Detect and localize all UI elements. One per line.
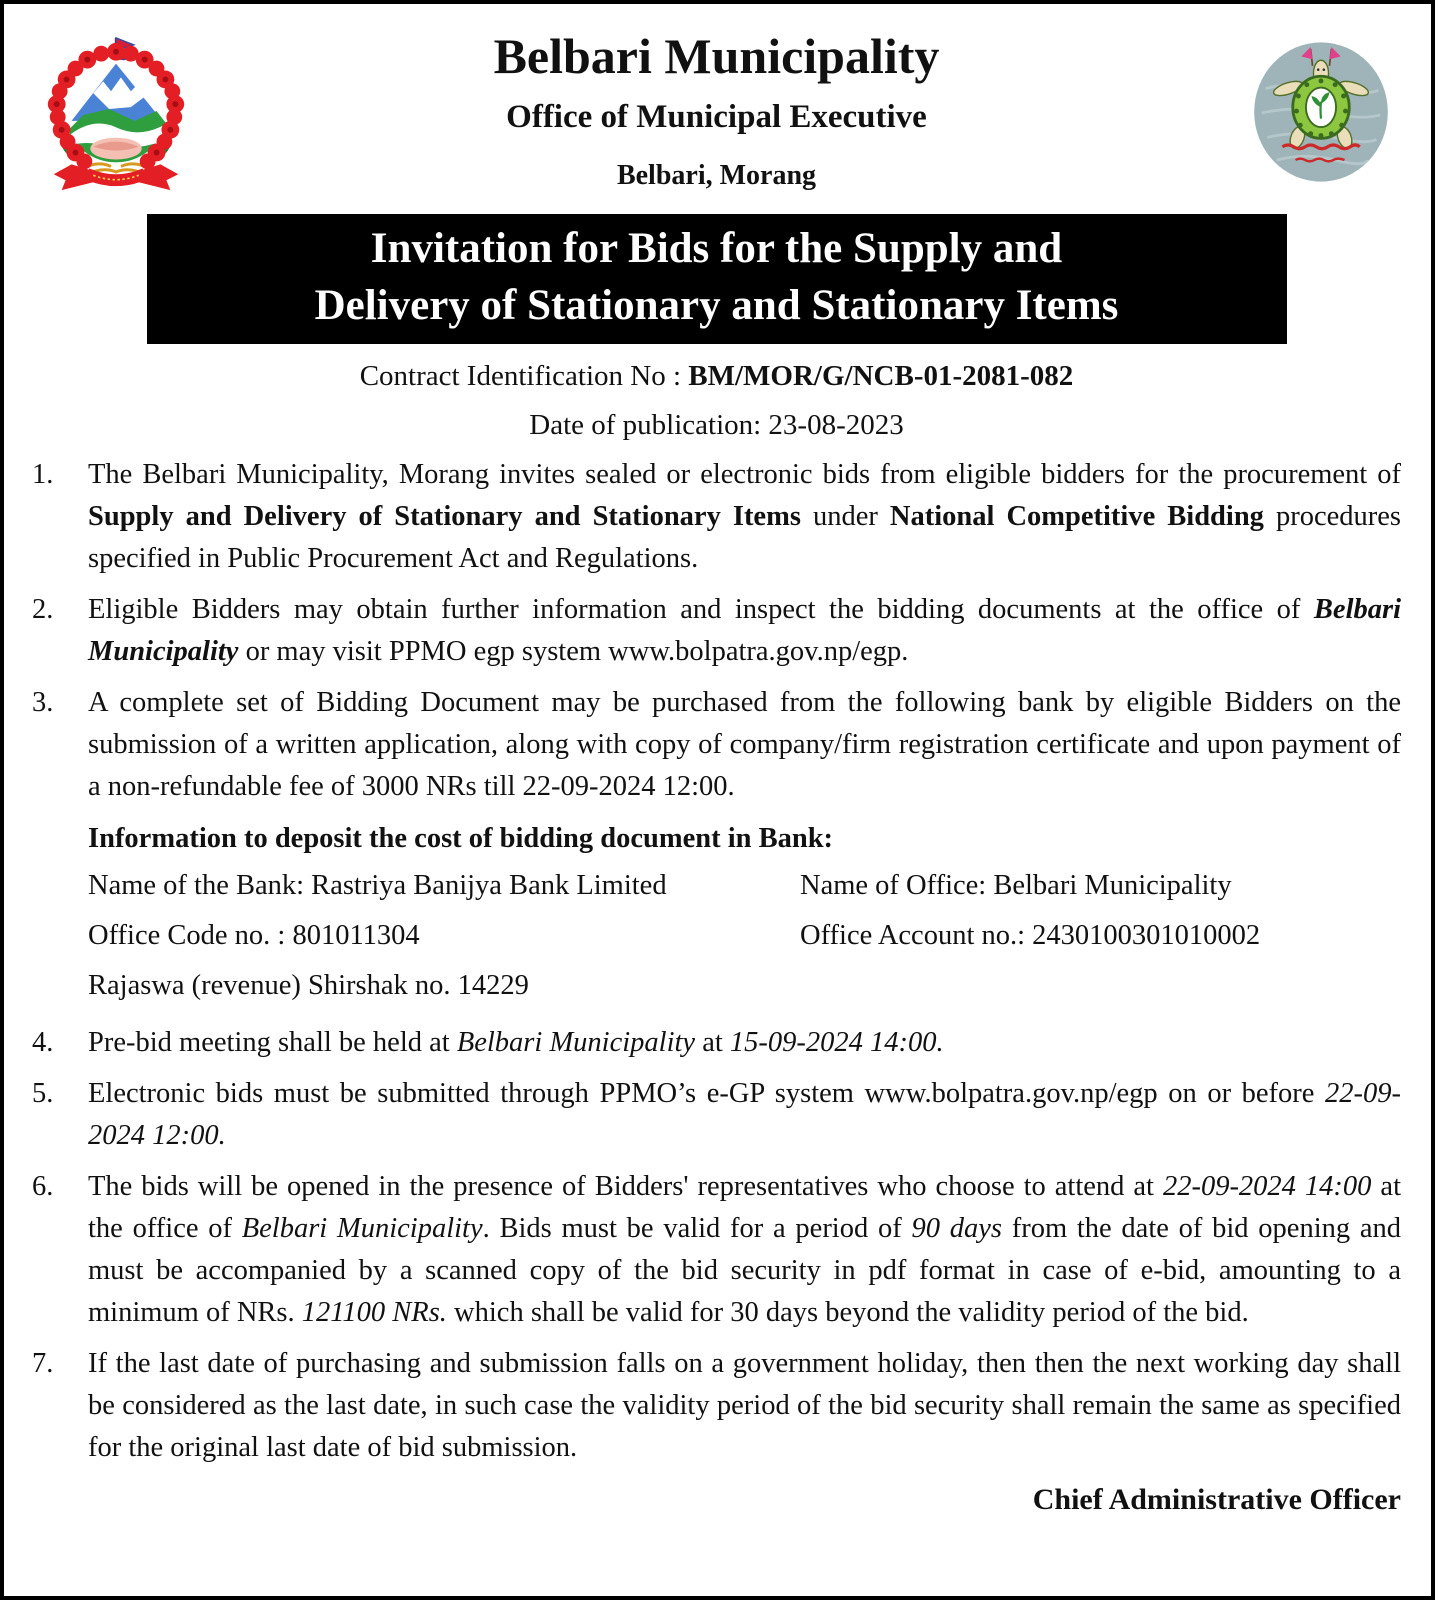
bank-info-row-1 — [88, 861, 1401, 911]
list-item-2 — [32, 589, 1401, 673]
list-item-4 — [32, 1022, 1401, 1064]
bank-info-row-3 — [88, 961, 1401, 1011]
item-text: If the last date of purchasing and submission falls on a government holiday, then then the next working day shall be considered as the last date, in such case the validity period of the bid security shall remain the same as specified for the original last date of bid submission. — [88, 1348, 1401, 1463]
item-number: 4. — [32, 1027, 54, 1058]
office-name-field: Name of Office: Belbari Municipality — [800, 870, 1232, 901]
bank-info-row-2 — [88, 911, 1401, 961]
office-code-field: Office Code no. : 801011304 — [88, 920, 420, 951]
item-text: Pre-bid meeting shall be held at Belbari Municipality at 15-09-2024 14:00. — [88, 1027, 944, 1058]
list-item-3 — [32, 682, 1401, 808]
signature-line: Chief Administrative Officer — [1032, 1483, 1401, 1516]
item-text: Electronic bids must be submitted through PPMO’s e-GP system www.bolpatra.gov.np/egp on or before 22-09-2024 12:00. — [88, 1078, 1401, 1151]
contract-id-label: Contract Identification No : — [359, 360, 689, 392]
item-number: 3. — [32, 687, 54, 718]
left-logo-box — [32, 26, 212, 198]
item-text: The bids will be opened in the presence of Bidders' representatives who choose to attend at 22-09-2024 14:00 at the office of Belbari Municipality. Bids must be valid for a period of 90 days from the date of bid opening and must be accompanied by a scanned copy of the bid security in pdf format in case of e-bid, amounting to a minimum of NRs. 121100 NRs. which shall be valid for 30 days beyond the validity period of the bid. — [88, 1171, 1402, 1328]
item-number: 6. — [32, 1171, 54, 1202]
item-number: 5. — [32, 1078, 54, 1109]
bank-name-field: Name of the Bank: Rastriya Banijya Bank Limited — [88, 870, 667, 901]
list-item-1 — [32, 454, 1401, 580]
page-subtitle: Office of Municipal Executive — [506, 98, 927, 135]
bank-info-heading: Information to deposit the cost of bidding document in Bank: — [88, 823, 834, 854]
list-item-6 — [32, 1166, 1401, 1334]
nepal-government-emblem-icon — [32, 30, 212, 198]
right-logo-box — [1221, 26, 1401, 192]
belbari-municipality-turtle-seal-icon — [1241, 32, 1401, 192]
item-number: 1. — [32, 459, 54, 490]
office-account-field: Office Account no.: 2430100301010002 — [800, 920, 1261, 951]
item-text: Eligible Bidders may obtain further information and inspect the bidding documents at the office of Belbari Municipality or may visit PPMO egp system www.bolpatra.gov.np/egp. — [88, 594, 1401, 667]
item-text: The Belbari Municipality, Morang invites sealed or electronic bids from eligible bidders for the procurement of Supply and Delivery of Stationary and Stationary Items under National Competitive Bidding procedures specified in Public Procurement Act and Regulations. — [88, 459, 1401, 574]
list-item-5 — [32, 1073, 1401, 1157]
item-number: 7. — [32, 1348, 54, 1379]
item-text: A complete set of Bidding Document may be purchased from the following bank by eligible Bidders on the submission of a written application, along with copy of company/firm registration certificate and upon payment of a non-refundable fee of 3000 NRs till 22-09-2024 12:00. — [88, 687, 1401, 802]
revenue-heading-field: Rajaswa (revenue) Shirshak no. 14229 — [88, 970, 529, 1001]
document-header — [32, 26, 1401, 198]
page-location: Belbari, Morang — [616, 159, 817, 191]
page-title: Belbari Municipality — [493, 28, 940, 84]
header-text-block — [212, 26, 1221, 192]
bank-info-section — [88, 817, 1401, 1011]
ribbon-banner-icon — [54, 164, 179, 190]
contract-id-line — [32, 360, 1401, 393]
item-number: 2. — [32, 594, 54, 625]
bid-notice-list — [32, 454, 1401, 1469]
contract-id-number: BM/MOR/G/NCB-01-2081-082 — [688, 360, 1074, 392]
banner-line-2: Delivery of Stationary and Stationary Items — [314, 282, 1119, 329]
publication-date-line: Date of publication: 23-08-2023 — [529, 409, 904, 441]
empty-cell — [800, 961, 1401, 1011]
bid-invitation-banner — [147, 214, 1287, 344]
list-item-7 — [32, 1343, 1401, 1469]
banner-line-1: Invitation for Bids for the Supply and — [370, 225, 1063, 272]
